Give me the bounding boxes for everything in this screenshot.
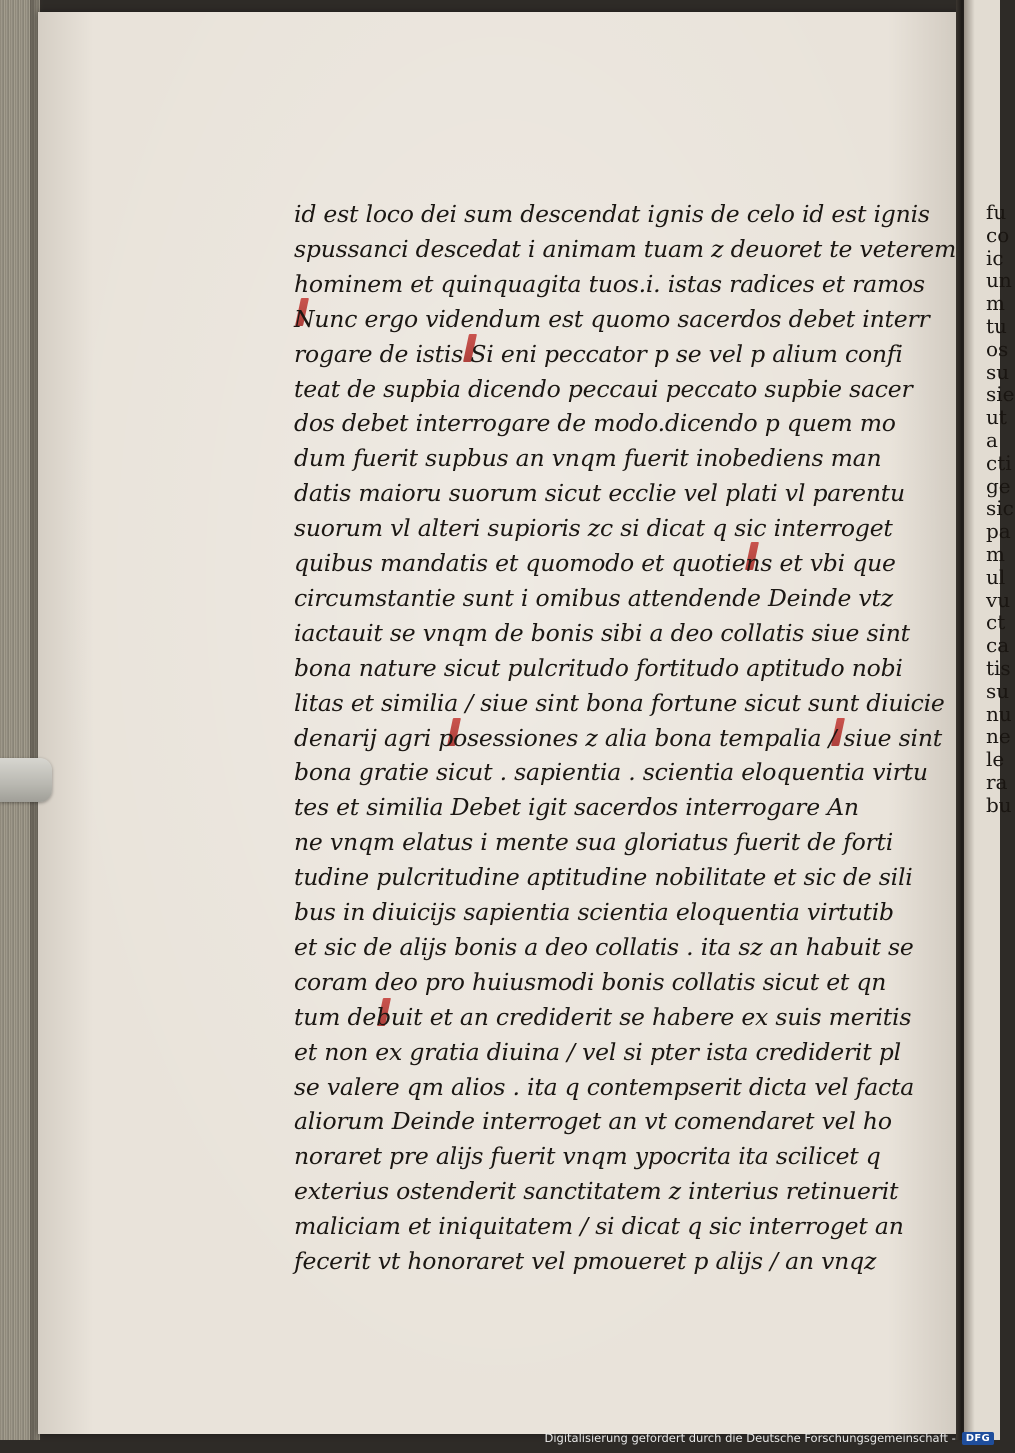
- facing-page-fragment: ne: [986, 724, 1011, 749]
- text-line: suorum vl alteri supioris zc si dicat q sic interroget: [294, 514, 893, 543]
- facing-page-fragment: tu: [986, 314, 1007, 338]
- page-marker-tab: [0, 758, 52, 802]
- text-line: coram deo pro huiusmodi bonis collatis sicut et qn: [294, 967, 887, 996]
- facing-page-fragment: ge: [986, 473, 1011, 498]
- text-line: quibus mandatis et quomodo et quotiens et vbi que: [294, 549, 896, 577]
- facing-page-fragment: a: [986, 428, 998, 452]
- facing-page-fragment: ca: [986, 633, 1010, 658]
- facing-page-fragment: fu: [986, 200, 1007, 224]
- text-line: et non ex gratia diuina / vel si pter ista crediderit pl: [294, 1037, 901, 1066]
- text-line: circumstantie sunt i omibus attendende Deinde vtz: [294, 583, 893, 612]
- text-line: se valere qm alios . ita q contempserit dicta vel facta: [294, 1072, 915, 1101]
- text-line: hominem et quinquagita tuos.i. istas radices et ramos: [294, 269, 925, 298]
- facing-page-fragment: pa: [986, 519, 1011, 544]
- text-line: tes et similia Debet igit sacerdos interrogare An: [294, 793, 859, 822]
- text-line: et sic de alijs bonis a deo collatis . ita sz an habuit se: [294, 932, 914, 961]
- text-line: denarij agri posessiones z alia bona tempalia / siue sint: [294, 723, 943, 752]
- text-line: iactauit se vnqm de bonis sibi a deo collatis siue sint: [294, 618, 910, 647]
- text-line: bona nature sicut pulcritudo fortitudo aptitudo nobi: [294, 653, 903, 682]
- text-line: datis maioru suorum sicut ecclie vel plati vl parentu: [294, 479, 905, 508]
- facing-page-fragment: su: [986, 359, 1010, 384]
- facing-page-fragment: ra: [986, 770, 1008, 794]
- text-line: noraret pre alijs fuerit vnqm ypocrita ita scilicet q: [294, 1142, 881, 1171]
- facing-page-fragment: ut: [986, 405, 1007, 430]
- facing-page-fragment: nu: [986, 701, 1012, 726]
- facing-page-fragment: su: [986, 678, 1010, 703]
- facing-page-fragment: le: [986, 747, 1005, 772]
- digitization-footer: [544, 1427, 994, 1449]
- text-line: tudine pulcritudine aptitudine nobilitate et sic de sili: [294, 863, 913, 892]
- text-line: litas et similia / siue sint bona fortune sicut sunt diuicie: [294, 688, 945, 717]
- facing-page-fragment: m: [986, 542, 1005, 566]
- facing-page-fragment: sie: [986, 382, 1015, 407]
- text-line: ne vnqm elatus i mente sua gloriatus fuerit de forti: [294, 828, 894, 857]
- text-line: rogare de istis Si eni peccator p se vel p alium confi: [294, 339, 903, 368]
- facing-page-fragment: tis: [986, 656, 1011, 680]
- facing-page-fragment: co: [986, 222, 1010, 247]
- text-line: exterius ostenderit sanctitatem z interius retinuerit: [294, 1177, 899, 1206]
- facing-page-fragment: un: [986, 268, 1012, 293]
- facing-page-fragment: m: [986, 291, 1005, 316]
- text-line: id est loco dei sum descendat ignis de celo id est ignis: [294, 200, 930, 228]
- facing-page-fragment: ic: [986, 245, 1004, 270]
- facing-page-fragment: os: [986, 336, 1009, 361]
- text-line: bus in diuicijs sapientia scientia eloquentia virtutib: [294, 898, 894, 926]
- text-line: Nunc ergo videndum est quomo sacerdos debet interr: [294, 304, 930, 333]
- text-line: spussanci descedat i animam tuam z deuoret te veterem: [294, 234, 957, 263]
- text-line: dum fuerit supbus an vnqm fuerit inobediens man: [294, 444, 882, 473]
- facing-page-fragment: vu: [986, 587, 1011, 612]
- text-line: tum debuit et an crediderit se habere ex suis meritis: [294, 1002, 912, 1031]
- facing-page-fragment: ul: [986, 564, 1006, 589]
- text-line: teat de supbia dicendo peccaui peccato supbie sacer: [294, 374, 913, 403]
- footer-credit-text: Digitalisierung gefördert durch die Deutsche Forschungsgemeinschaft -: [544, 1431, 956, 1445]
- dfg-logo: DFG: [962, 1432, 994, 1445]
- facing-page-fragment: cti: [986, 450, 1012, 475]
- text-line: dos debet interrogare de modo.dicendo p quem mo: [294, 409, 896, 438]
- text-line: fecerit vt honoraret vel pmoueret p alijs / an vnqz: [294, 1247, 877, 1275]
- text-line: aliorum Deinde interroget an vt comendaret vel ho: [294, 1107, 892, 1136]
- text-line: maliciam et iniquitatem / si dicat q sic interroget an: [294, 1212, 904, 1241]
- facing-page-fragment: bu: [986, 792, 1012, 817]
- text-line: bona gratie sicut . sapientia . scientia eloquentia virtu: [294, 758, 928, 787]
- facing-page-fragment: sic: [986, 496, 1014, 521]
- facing-page-fragment: ct: [986, 610, 1006, 635]
